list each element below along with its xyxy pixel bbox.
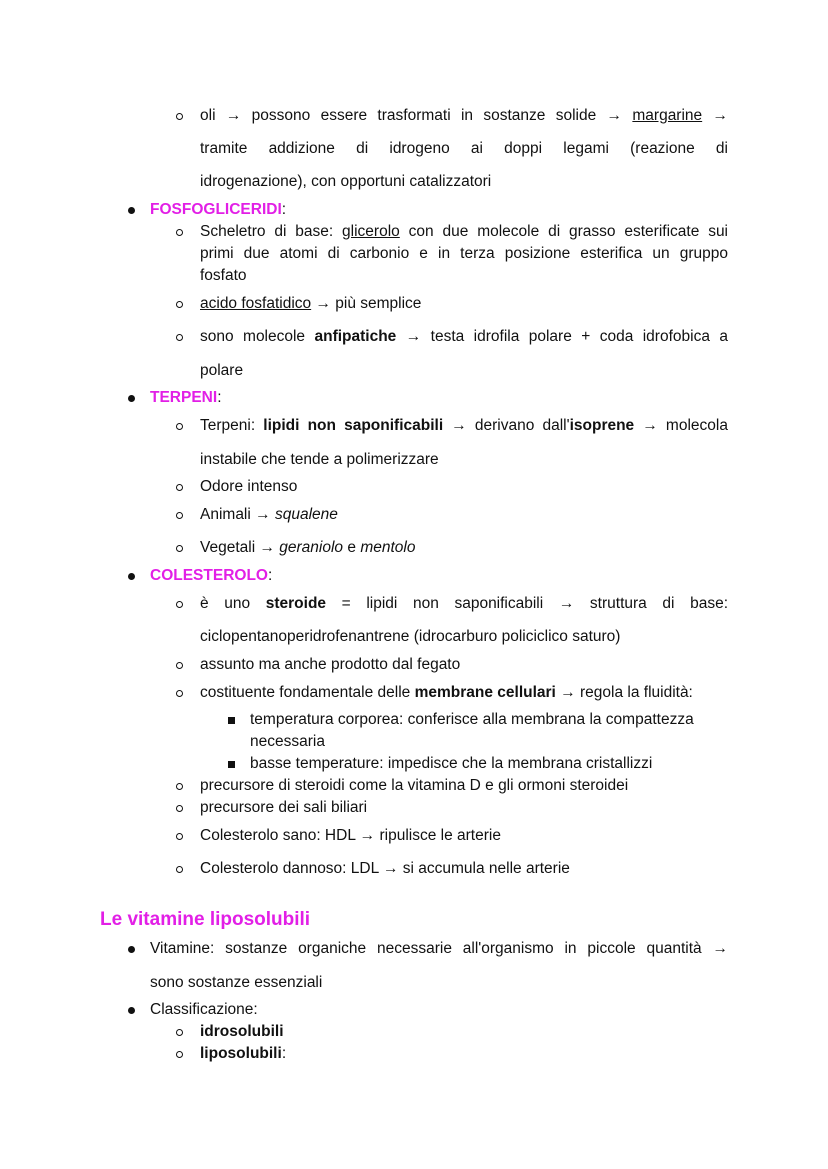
oli-line-1: oli → possono essere trasformati in sostanze solide → margarine →	[200, 107, 728, 124]
circle-bullet-icon	[176, 1051, 183, 1058]
basse-temperature-line: basse temperature: impedisce che la membrana cristallizzi	[250, 755, 653, 772]
scheletro-line-3: fosfato	[200, 267, 247, 284]
circle-bullet-icon	[176, 423, 183, 430]
vegetali-line: Vegetali → geraniolo e mentolo	[200, 539, 416, 556]
acido-fosfatidico-line: acido fosfatidico → più semplice	[200, 295, 422, 312]
odore-line: Odore intenso	[200, 478, 298, 495]
terpeni-heading: TERPENI:	[150, 389, 222, 406]
circle-bullet-icon	[176, 690, 183, 697]
liposolubili-line: liposolubili:	[200, 1045, 287, 1062]
square-bullet-icon	[228, 761, 235, 768]
disc-bullet-icon	[128, 1007, 135, 1014]
precursore-steroidi-line: precursore di steroidi come la vitamina D e gli ormoni steroidei	[200, 777, 629, 794]
idrosolubili-line: idrosolubili	[200, 1023, 284, 1040]
circle-bullet-icon	[176, 1029, 183, 1036]
assunto-line: assunto ma anche prodotto dal fegato	[200, 656, 461, 673]
fosfogliceridi-heading: FOSFOGLICERIDI:	[150, 201, 287, 218]
temperatura-line-2: necessaria	[250, 733, 325, 750]
disc-bullet-icon	[128, 946, 135, 953]
oli-line-3: idrogenazione), con opportuni catalizzatori	[200, 173, 492, 190]
circle-bullet-icon	[176, 601, 183, 608]
vitamine-heading: Le vitamine liposolubili	[100, 909, 311, 930]
anfipatiche-line-2: polare	[200, 362, 244, 379]
costituente-line: costituente fondamentale delle membrane cellulari → regola la fluidità:	[200, 684, 693, 701]
terpeni-line-2: instabile che tende a polimerizzare	[200, 451, 439, 468]
colesterolo-heading: COLESTEROLO:	[150, 567, 273, 584]
disc-bullet-icon	[128, 207, 135, 214]
terpeni-line-1: Terpeni: lipidi non saponificabili → derivano dall'isoprene → molecola	[200, 417, 728, 434]
disc-bullet-icon	[128, 395, 135, 402]
precursore-sali-line: precursore dei sali biliari	[200, 799, 368, 816]
circle-bullet-icon	[176, 113, 183, 120]
circle-bullet-icon	[176, 545, 183, 552]
circle-bullet-icon	[176, 301, 183, 308]
circle-bullet-icon	[176, 229, 183, 236]
circle-bullet-icon	[176, 833, 183, 840]
circle-bullet-icon	[176, 805, 183, 812]
disc-bullet-icon	[128, 573, 135, 580]
classificazione-line: Classificazione:	[150, 1001, 258, 1018]
circle-bullet-icon	[176, 783, 183, 790]
colesterolo-dannoso-line: Colesterolo dannoso: LDL → si accumula nelle arterie	[200, 860, 570, 877]
circle-bullet-icon	[176, 512, 183, 519]
square-bullet-icon	[228, 717, 235, 724]
oli-line-2: tramite addizione di idrogeno ai doppi legami (reazione di	[200, 140, 728, 157]
temperatura-line-1: temperatura corporea: conferisce alla membrana la compattezza	[250, 711, 694, 728]
animali-line: Animali → squalene	[200, 506, 338, 523]
scheletro-line-2: primi due atomi di carbonio e in terza posizione esterifica un gruppo	[200, 245, 728, 262]
colesterolo-sano-line: Colesterolo sano: HDL → ripulisce le arterie	[200, 827, 501, 844]
circle-bullet-icon	[176, 662, 183, 669]
steroide-line-2: ciclopentanoperidrofenantrene (idrocarburo policiclico saturo)	[200, 628, 621, 645]
vitamine-def-line-2: sono sostanze essenziali	[150, 974, 323, 991]
steroide-line-1: è uno steroide = lipidi non saponificabili → struttura di base:	[200, 595, 729, 612]
scheletro-line-1: Scheletro di base: glicerolo con due molecole di grasso esterificate sui	[200, 223, 729, 240]
vitamine-def-line-1: Vitamine: sostanze organiche necessarie all'organismo in piccole quantità →	[150, 940, 728, 957]
circle-bullet-icon	[176, 334, 183, 341]
circle-bullet-icon	[176, 484, 183, 491]
circle-bullet-icon	[176, 866, 183, 873]
anfipatiche-line-1: sono molecole anfipatiche → testa idrofila polare + coda idrofobica a	[200, 328, 728, 345]
